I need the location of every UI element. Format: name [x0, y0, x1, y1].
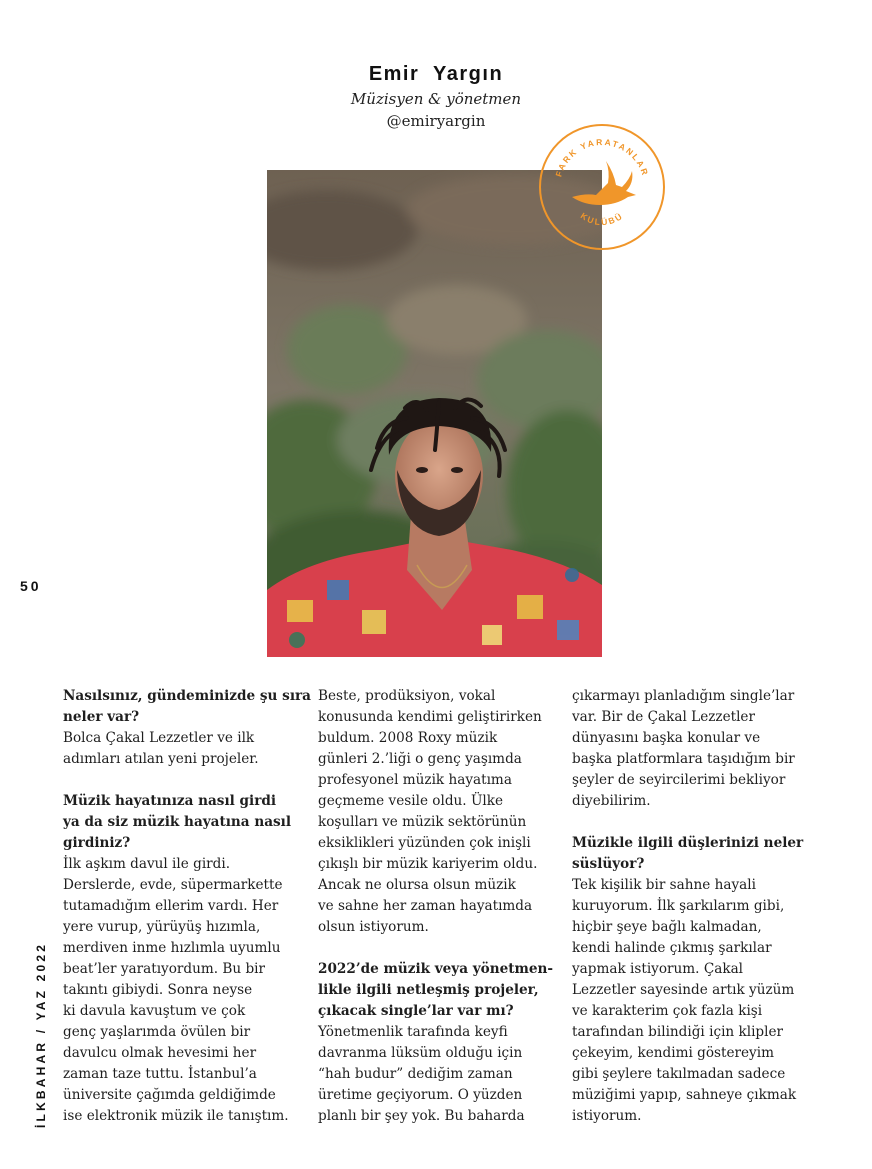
text-line: zaman taze tuttu. İstanbul’a	[63, 1066, 257, 1082]
text-line: merdiven inme hızlımla uyumlu	[63, 940, 281, 956]
text-line: likle ilgili netleşmiş projeler,	[318, 982, 539, 998]
text-line: ve sahne her zaman hayatımda	[318, 898, 533, 914]
text-line: davranma lüksüm olduğu için	[318, 1045, 523, 1061]
text-line: başka platformlara taşıdığım bir	[572, 751, 795, 767]
text-line: Müzik hayatınıza nasıl girdi	[63, 793, 277, 809]
text-line: İlk aşkım davul ile girdi.	[63, 856, 231, 872]
article-column-2	[318, 686, 558, 1127]
text-line: eksiklikleri yüzünden çok inişli	[318, 835, 531, 851]
text-line: var. Bir de Çakal Lezzetler	[572, 709, 755, 725]
paragraph-gap	[63, 770, 303, 791]
text-line: profesyonel müzik hayatıma	[318, 772, 512, 788]
text-line: buldum. 2008 Roxy müzik	[318, 730, 498, 746]
interview-answer	[63, 728, 303, 770]
text-line: girdiniz?	[63, 835, 131, 851]
text-line: müziğimi yapıp, sahneye çıkmak	[572, 1087, 797, 1103]
issue-label: İLKBAHAR / YAZ 2022	[34, 941, 48, 1128]
text-line: neler var?	[63, 709, 140, 725]
text-line: diyebilirim.	[572, 793, 651, 809]
interviewee-role: Müzisyen & yönetmen	[350, 90, 522, 108]
text-line: üretime geçiyorum. O yüzden	[318, 1087, 523, 1103]
badge-top-text: FARK YARATANLAR	[553, 136, 651, 179]
fark-yaratanlar-kulubu-badge	[536, 121, 668, 253]
interview-question	[63, 686, 311, 728]
text-line: takıntı gibiydi. Sonra neyse	[63, 982, 253, 998]
text-line: ve karakterim çok fazla kişi	[572, 1003, 763, 1019]
flying-goose-icon	[572, 161, 636, 205]
text-line: “hah budur” dediğim zaman	[318, 1066, 513, 1082]
text-line: Bolca Çakal Lezzetler ve ilk	[63, 730, 255, 746]
text-line: Tek kişilik bir sahne hayali	[572, 877, 756, 893]
text-line: Müzikle ilgili düşlerinizi neler	[572, 835, 804, 851]
article-column-1	[63, 686, 311, 1127]
interview-answer	[572, 875, 812, 1127]
interview-question	[63, 791, 303, 854]
text-line: ki davula kavuştum ve çok	[63, 1003, 246, 1019]
text-line: istiyorum.	[572, 1108, 642, 1124]
paragraph-gap	[318, 938, 558, 959]
text-line: yapmak istiyorum. Çakal	[572, 961, 744, 977]
text-line: gibi şeylere takılmadan sadece	[572, 1066, 786, 1082]
interview-answer	[572, 686, 812, 812]
text-line: ise elektronik müzik ile tanıştım.	[63, 1108, 289, 1124]
text-line: Lezzetler sayesinde artık yüzüm	[572, 982, 795, 998]
text-line: günleri 2.’liği o genç yaşımda	[318, 751, 522, 767]
text-line: konusunda kendimi geliştirirken	[318, 709, 542, 725]
text-line: Nasılsınız, gündeminizde şu sıra	[63, 688, 311, 704]
text-line: çıkarmayı planladığım single’lar	[572, 688, 795, 704]
text-line: şeyler de seyircilerimi bekliyor	[572, 772, 786, 788]
text-line: yere vurup, yürüyüş hızımla,	[63, 919, 261, 935]
interview-question	[572, 833, 812, 875]
text-line: tarafından bilindiği için klipler	[572, 1024, 784, 1040]
text-line: Derslerde, evde, süpermarkette	[63, 877, 283, 893]
paragraph-gap	[572, 812, 812, 833]
text-line: ya da siz müzik hayatına nasıl	[63, 814, 291, 830]
text-line: adımları atılan yeni projeler.	[63, 751, 259, 767]
interviewee-name: Emir Yargın	[368, 63, 504, 85]
text-line: olsun istiyorum.	[318, 919, 429, 935]
text-line: süslüyor?	[572, 856, 645, 872]
text-line: koşulları ve müzik sektörünün	[318, 814, 527, 830]
text-line: kuruyorum. İlk şarkılarım gibi,	[572, 898, 785, 914]
badge-bottom-text: KULÜBÜ	[578, 210, 626, 228]
text-line: Beste, prodüksiyon, vokal	[318, 688, 496, 704]
text-line: çıkacak single’lar var mı?	[318, 1003, 514, 1019]
article-column-3	[572, 686, 812, 1127]
text-line: dünyasını başka konular ve	[572, 730, 761, 746]
text-line: üniversite çağımda geldiğimde	[63, 1087, 276, 1103]
text-line: genç yaşlarımda övülen bir	[63, 1024, 251, 1040]
text-line: tutamadığım ellerim vardı. Her	[63, 898, 279, 914]
text-line: 2022’de müzik veya yönetmen-	[318, 961, 554, 977]
social-handle: @emiryargin	[386, 112, 486, 130]
text-line: davulcu olmak hevesimi her	[63, 1045, 257, 1061]
interview-answer	[318, 1022, 558, 1127]
text-line: beat’ler yaratıyordum. Bu bir	[63, 961, 266, 977]
interview-answer	[63, 854, 303, 1127]
article-header	[0, 60, 872, 132]
text-line: Ancak ne olursa olsun müzik	[318, 877, 516, 893]
text-line: geçmeme vesile oldu. Ülke	[318, 793, 504, 809]
text-line: hiçbir şeye bağlı kalmadan,	[572, 919, 762, 935]
text-line: planlı bir şey yok. Bu baharda	[318, 1108, 525, 1124]
text-line: kendi halinde çıkmış şarkılar	[572, 940, 772, 956]
text-line: çekeyim, kendimi göstereyim	[572, 1045, 774, 1061]
interview-question	[318, 959, 558, 1022]
interview-answer	[318, 686, 558, 938]
text-line: Yönetmenlik tarafında keyfi	[318, 1024, 508, 1040]
page-number: 50	[20, 578, 42, 594]
text-line: çıkışlı bir müzik kariyerim oldu.	[318, 856, 538, 872]
